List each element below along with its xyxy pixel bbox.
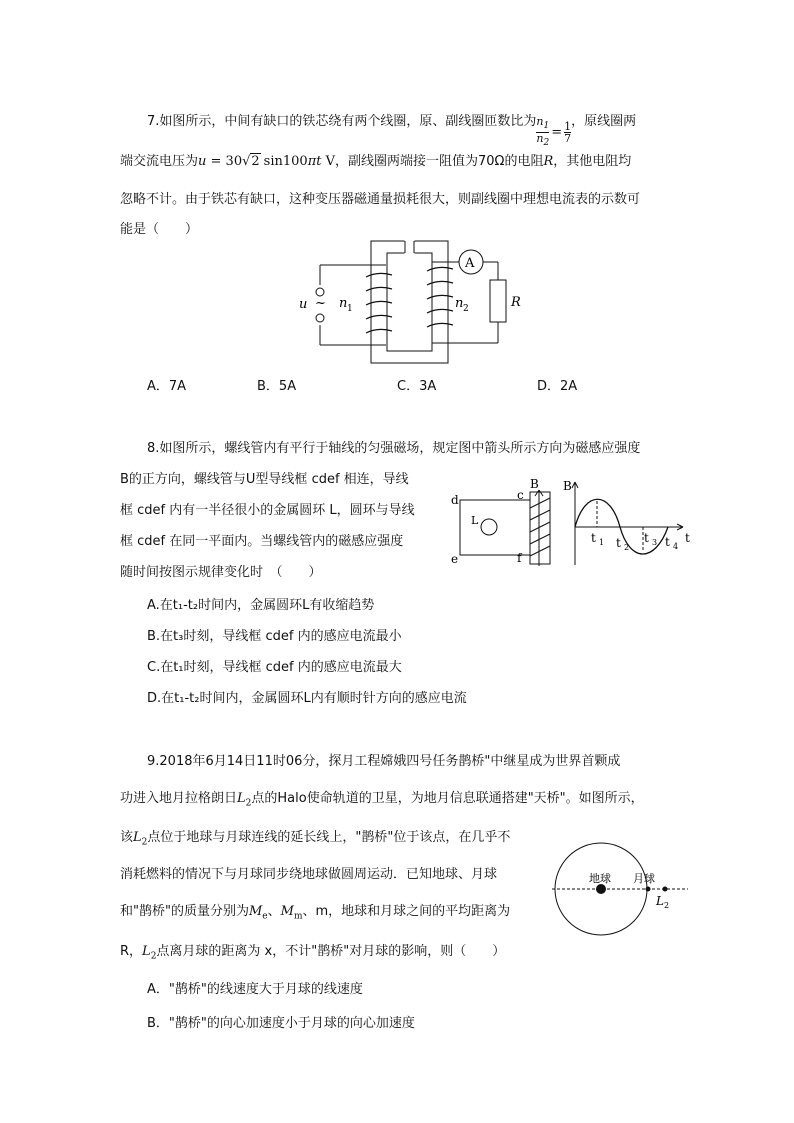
q8-line1: 8.如图所示，螺线管内有平行于轴线的匀强磁场，规定图中箭头所示方向为磁感应强度 [147, 441, 641, 456]
ratio-num: n [536, 115, 544, 128]
q9-line3-L-sub: 2 [141, 837, 148, 848]
ratio-num-sub: 1 [543, 121, 550, 132]
fig7-n2-sub: 2 [463, 304, 469, 314]
q8-line5: 随时间按图示规律变化时 （ ） [120, 565, 322, 580]
fig8-t4: t [665, 535, 670, 549]
fig8-t1-sub: 1 [599, 538, 605, 547]
q7-line2-end: ，其他电阻均 [553, 154, 632, 169]
q8-option-c[interactable]: C.在t₁时刻，导线框 cdef 内的感应电流最大 [147, 660, 402, 675]
q9-line2-L: L [237, 791, 246, 806]
q8-option-b[interactable]: B.在t₃时刻，导线框 cdef 内的感应电流最小 [147, 629, 402, 644]
q7-line3: 忽略不计。由于铁芯有缺口，这种变压器磁通量损耗很大，则副线圈中理想电流表的示数可 [120, 192, 641, 207]
q9-line6-L: L [142, 944, 151, 959]
q9-line1: 9.2018年6月14日11时06分，探月工程嫦娥四号任务鹊桥"中继星成为世界首颗成 [147, 754, 621, 769]
fig8-t-axis: t [685, 531, 690, 545]
q9-line3 [120, 826, 510, 848]
q8-line3: 框 cdef 内有一半径很小的金属圆环 L，圆环与导线 [120, 503, 415, 518]
q9-line2-L-sub: 2 [245, 798, 252, 809]
q7-lead: 7.如图所示，中间有缺口的铁芯绕有两个线圈，原、副线圈匝数比为 [147, 114, 537, 129]
q9-Mm-sub: m [293, 911, 303, 922]
metal-ring-L [481, 519, 497, 535]
fig8-c: c [517, 488, 524, 502]
q8-line4: 框 cdef 在同一平面内。当螺线管内的磁感应强度 [120, 534, 404, 549]
fig8-B-solenoid: B [530, 477, 539, 491]
q7-line1 [147, 110, 636, 149]
voltage-sqrt: 2 [251, 154, 260, 169]
fig8-f: f [517, 551, 522, 565]
q9-sep: 、 [267, 904, 281, 919]
q9-line5 [120, 900, 510, 922]
ammeter-icon: A [465, 256, 475, 271]
q9-option-a[interactable]: A．"鹊桥"的线速度大于月球的线速度 [147, 982, 363, 997]
q7-line2-R: R [543, 154, 554, 169]
q9-line3-L: L [133, 830, 142, 845]
q9-line2b: 点的Halo使命轨道的卫星，为地月信息联通搭建"天桥"。如图所示， [251, 791, 644, 806]
fig8-t2-sub: 2 [624, 543, 630, 552]
fig7-n2: n [455, 296, 464, 311]
q9-line3b: 点位于地球与月球连线的延长线上，"鹊桥"位于该点，在几乎不 [147, 830, 511, 845]
earth-label: 地球 [589, 872, 611, 885]
q7-after-ratio: ，原线圈两 [571, 114, 637, 129]
fig8-e: e [451, 552, 459, 566]
l2-label: L [656, 894, 664, 908]
q9-Me-sub: e [262, 911, 268, 922]
q9-option-b[interactable]: B．"鹊桥"的向心加速度小于月球的向心加速度 [147, 1016, 415, 1031]
q8-option-d[interactable]: D.在t₁-t₂时间内，金属圆环L内有顺时针方向的感应电流 [147, 691, 467, 706]
q7-turns-ratio [536, 116, 571, 149]
q8-line2: B的正方向，螺线管与U型导线框 cdef 相连，导线 [120, 472, 409, 487]
q9-line2 [120, 787, 644, 809]
ratio-val-num: 1 [564, 120, 572, 134]
moon-dot [646, 887, 651, 892]
voltage-unit: V [321, 154, 335, 169]
q9-line4: 消耗燃料的情况下与月球同步绕地球做圆周运动．已知地球、月球 [120, 867, 498, 882]
fig8-L: L [471, 514, 479, 527]
fig8-B-axis: B [563, 479, 572, 493]
fig7-n1: n [339, 296, 348, 311]
q9-orbit-figure [550, 842, 695, 942]
voltage-amp: = 30 [206, 154, 243, 169]
ratio-den: n [536, 132, 544, 146]
q9-line6-L-sub: 2 [150, 951, 157, 962]
q9-Me: M [248, 904, 263, 919]
ratio-eq: = [551, 125, 563, 141]
q7-option-d[interactable]: D．2A [537, 379, 578, 394]
fig7-n1-sub: 1 [347, 304, 353, 314]
fig8-d: d [451, 493, 459, 507]
q7-line2: 端交流电压为u = 30√2 sin100πt V，副线圈两端接一阻值为70Ω的电阻R，其他电阻均 [120, 154, 632, 169]
wire-frame-cdef [460, 500, 530, 555]
fig8-t2: t [616, 536, 621, 550]
l2-dot [663, 887, 668, 892]
fig8-t4-sub: 4 [673, 542, 679, 551]
ratio-val-den: 7 [564, 132, 572, 146]
ac-source-icon: ~ [315, 296, 326, 311]
fig8-t1: t [591, 531, 596, 545]
fig8-t3: t [644, 531, 649, 545]
q7-transformer-figure [295, 238, 521, 368]
q7-line2-pre: 端交流电压为 [120, 154, 199, 169]
q9-line6b: 点离月球的距离为 x，不计"鹊桥"对月球的影响，则（ ） [156, 944, 506, 959]
q9-line6a: R， [120, 944, 143, 959]
q9-line3a: 该 [120, 830, 134, 845]
q7-option-b[interactable]: B．5A [257, 379, 297, 394]
q7-line2-post: ，副线圈两端接一阻值为70Ω的电阻 [335, 154, 544, 169]
q9-line2a: 功进入地月拉格朗日 [120, 791, 238, 806]
q8-solenoid-figure [446, 474, 696, 570]
secondary-coil [427, 267, 453, 327]
q7-line4: 能是（ ） [120, 222, 199, 237]
primary-coil [366, 273, 392, 333]
q9-line6 [120, 940, 505, 962]
q7-option-a[interactable]: A．7A [147, 379, 187, 394]
fig8-t3-sub: 3 [652, 538, 658, 547]
ratio-den-sub: 2 [543, 138, 550, 149]
earth-dot [596, 884, 606, 894]
q9-line5a: 和"鹊桥"的质量分别为 [120, 904, 249, 919]
q7-option-c[interactable]: C．3A [397, 379, 437, 394]
moon-label: 月球 [633, 872, 655, 885]
fig7-u: u [299, 297, 308, 312]
q9-Mm: M [280, 904, 294, 919]
voltage-u: u [198, 154, 207, 169]
voltage-sin: sin100 [263, 154, 308, 169]
q9-line5b: 、m，地球和月球之间的平均距离为 [302, 904, 511, 919]
fig7-R: R [511, 295, 521, 310]
voltage-pit: πt [307, 154, 322, 169]
q8-option-a[interactable]: A.在t₁-t₂时间内，金属圆环L有收缩趋势 [147, 598, 375, 613]
l2-label-sub: 2 [664, 901, 670, 910]
